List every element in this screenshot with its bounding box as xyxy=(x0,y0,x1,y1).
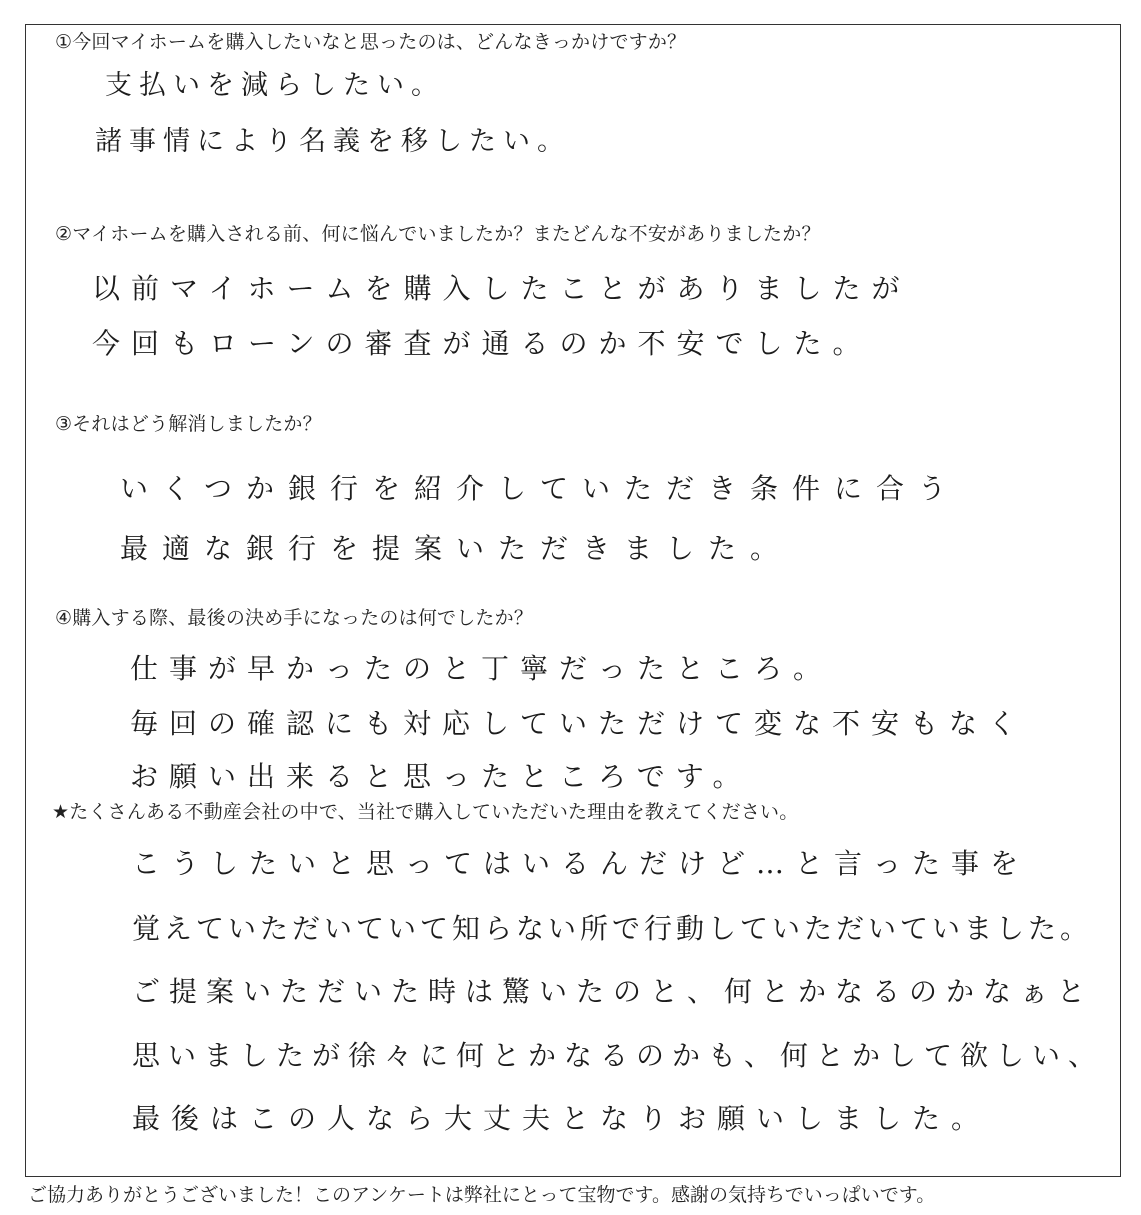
answer-3-line-1: いくつか銀行を紹介していただき条件に合う xyxy=(120,472,961,505)
answer-1-line-1: 支払いを減らしたい。 xyxy=(105,70,445,101)
answer-2-line-1: 以前マイホームを購入したことがありましたが xyxy=(92,272,911,305)
answer-5-line-2: 覚えていただいていて知らない所で行動していただいていました。 xyxy=(132,912,1093,945)
question-4: ④購入する際、最後の決め手になったのは何でしたか？ xyxy=(55,607,534,629)
question-1: ①今回マイホームを購入したいなと思ったのは、どんなきっかけですか？ xyxy=(55,31,687,53)
answer-5-line-3: ご提案いただいた時は驚いたのと、何とかなるのかなぁと xyxy=(132,975,1095,1008)
answer-4-line-1: 仕事が早かったのと丁寧だったところ。 xyxy=(130,652,833,685)
answer-4-line-2: 毎回の確認にも対応していただけて変な不安もなく xyxy=(130,707,1028,740)
answer-2-line-2: 今回もローンの審査が通るのか不安でした。 xyxy=(92,327,872,360)
answer-5-line-1: こうしたいと思ってはいるんだけど…と言った事を xyxy=(132,847,1030,880)
question-5: ★たくさんある不動産会社の中で、当社で購入していただいた理由を教えてください。 xyxy=(52,801,799,823)
question-2: ②マイホームを購入される前、何に悩んでいましたか？またどんな不安がありましたか？ xyxy=(55,223,821,245)
question-3: ③それはどう解消しましたか？ xyxy=(55,413,322,435)
answer-5-line-4: 思いましたが徐々に何とかなるのかも、何とかして欲しい、 xyxy=(132,1039,1105,1072)
answer-4-line-3: お願い出来ると思ったところです。 xyxy=(130,760,752,793)
answer-1-line-2: 諸事情により名義を移したい。 xyxy=(95,126,571,157)
answer-5-line-5: 最後はこの人なら大丈夫となりお願いしました。 xyxy=(132,1102,991,1135)
thank-you-footer: ご協力ありがとうございました！このアンケートは弊社にとって宝物です。感謝の気持ちでいっぱいです。 xyxy=(28,1184,936,1206)
answer-3-line-2: 最適な銀行を提案いただきました。 xyxy=(120,532,793,565)
